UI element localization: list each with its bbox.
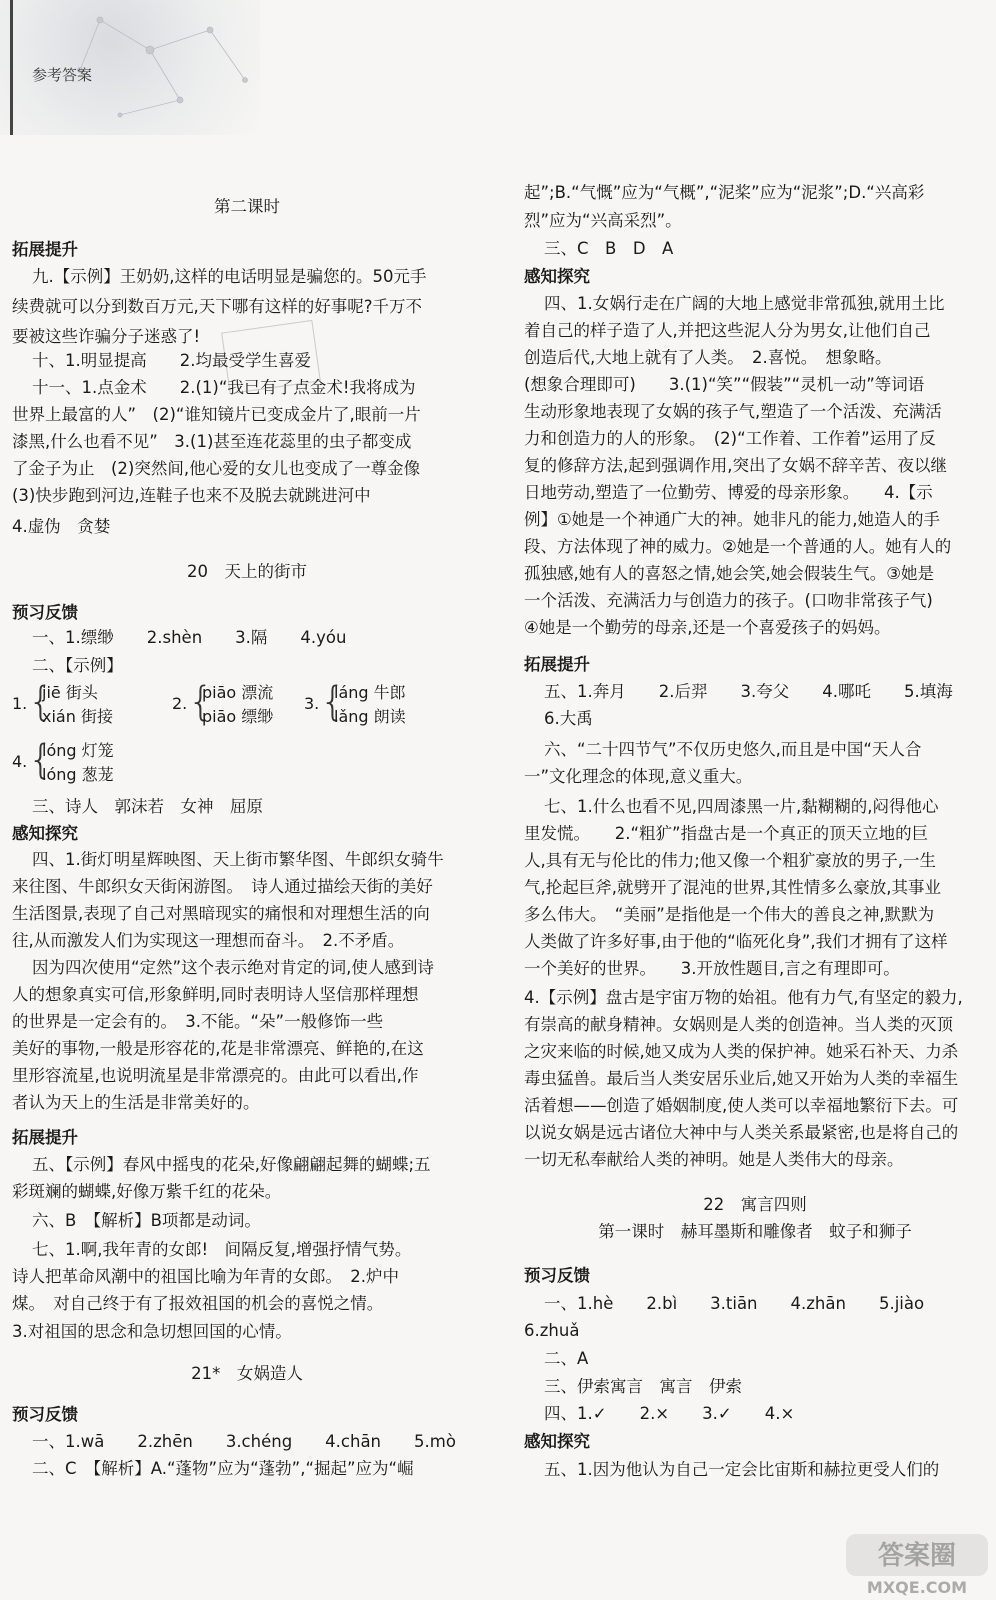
- answer-line: 一、1.hè 2.bì 3.tiān 4.zhān 5.jiào: [544, 1294, 925, 1313]
- answer-line: 往,从而激发人们为实现这一理想而奋斗。 2.不矛盾。: [12, 931, 405, 950]
- answer-line: (3)快步跑到河边,连鞋子也来不及脱去就跳进河中: [12, 486, 371, 505]
- answer-line: 段、方法体现了神的威力。②她是一个普通的人。她有人的: [524, 537, 952, 556]
- answer-line: 多么伟大。 “美丽”是指他是一个伟大的善良之神,默默为: [524, 905, 935, 924]
- answer-line: 4.虚伪 贪婪: [12, 517, 111, 536]
- answer-line: 创造后代,大地上就有了人类。 2.喜悦。 想象略。: [524, 348, 892, 367]
- answer-line: 生活图景,表现了自己对黑暗现实的痛恨和对理想生活的向: [12, 904, 430, 923]
- answer-line: 一、1.缥缈 2.shèn 3.隔 4.yóu: [32, 628, 347, 647]
- answer-line: 五、【示例】春风中摇曳的花朵,好像翩翩起舞的蝴蝶;五: [32, 1155, 431, 1174]
- answer-line: 之灾来临的时候,她又成为人类的保护神。她采石补天、力杀: [524, 1042, 959, 1061]
- answer-line: 人,具有无与伦比的伟力;他又像一个粗犷豪放的男子,一生: [524, 851, 937, 870]
- answer-line: (想象合理即可) 3.(1)“笑”“假装”“灵机一动”等词语: [524, 375, 925, 394]
- answer-line: 六、“二十四节气”不仅历史悠久,而且是中国“天人合: [544, 740, 922, 759]
- answer-line: 十一、1.点金术 2.(1)“我已有了点金术!我将成为: [32, 378, 416, 397]
- answer-line: 十、1.明显提高 2.均最受学生喜爱: [32, 351, 311, 370]
- section-heading: 拓展提升: [524, 655, 590, 674]
- site-logo: [842, 1530, 992, 1598]
- answer-line: 日地劳动,塑造了一位勤劳、博爱的母亲形象。 4.【示: [524, 483, 933, 502]
- answer-line: 四、1.街灯明星辉映图、天上街市繁华图、牛郎织女骑牛: [32, 850, 444, 869]
- answer-line: 烈”应为“兴高采烈”。: [524, 211, 682, 230]
- answer-line: 复的修辞方法,起到强调作用,突出了女娲不辞辛苦、夜以继: [524, 456, 947, 475]
- answer-line: ④她是一个勤劳的母亲,还是一个喜爱孩子的妈妈。: [524, 618, 891, 637]
- pinyin-group-2: 2. { piāo 漂流 piāo 缥缈: [172, 679, 274, 726]
- answer-line: 孤独感,她有人的喜怒之情,她会笑,她会假装生气。③她是: [524, 564, 935, 583]
- chapter-title: 22 寓言四则: [703, 1195, 807, 1214]
- lesson-heading: 第二课时: [214, 197, 280, 216]
- answer-line: 6.大禹: [544, 709, 593, 728]
- answer-line: 一切无私奉献给人类的神明。她是人类伟大的母亲。: [524, 1150, 904, 1169]
- section-heading: 预习反馈: [12, 1405, 78, 1424]
- answer-line: 九.【示例】王奶奶,这样的电话明显是骗您的。50元手: [32, 267, 427, 286]
- answer-line: 力和创造力的人的形象。 (2)“工作着、工作着”运用了反: [524, 429, 936, 448]
- section-heading: 感知探究: [524, 267, 590, 286]
- answer-line: 七、1.啊,我年青的女郎! 间隔反复,增强抒情气势。: [32, 1240, 412, 1259]
- answer-line: 例】①她是一个神通广大的神。她非凡的能力,她造人的手: [524, 510, 941, 529]
- answer-line: 起”;B.“气慨”应为“气概”,“泥桨”应为“泥浆”;D.“兴高彩: [524, 183, 925, 202]
- answer-line: 二、C 【解析】A.“蓬物”应为“蓬勃”,“掘起”应为“崛: [32, 1459, 414, 1478]
- answer-line: 因为四次使用“定然”这个表示绝对肯定的词,使人感到诗: [32, 958, 434, 977]
- answer-line: 3.对祖国的思念和急切想回国的心情。: [12, 1322, 292, 1341]
- answer-line: 着自己的样子造了人,并把这些泥人分为男女,让他们自己: [524, 321, 931, 340]
- answer-line: 以说女娲是远古诸位大神中与人类关系最紧密,也是将自己的: [524, 1123, 959, 1142]
- header-label: 参考答案: [32, 66, 93, 84]
- lesson-subtitle: 第一课时 赫耳墨斯和雕像者 蚊子和狮子: [598, 1222, 912, 1241]
- answer-line: 五、1.因为他认为自己一定会比宙斯和赫拉更受人们的: [544, 1460, 940, 1479]
- section-heading: 拓展提升: [12, 1128, 78, 1147]
- answer-line: 五、1.奔月 2.后羿 3.夸父 4.哪吒 5.填海: [544, 682, 953, 701]
- answer-line: 活着想——创造了婚姻制度,使人类可以幸福地繁衍下去。可: [524, 1096, 959, 1115]
- section-heading: 预习反馈: [524, 1266, 590, 1285]
- answer-line: 的世界是一定会有的。 3.不能。“朵”一般修饰一些: [12, 1012, 384, 1031]
- answer-line: 六、B 【解析】B项都是动词。: [32, 1211, 261, 1230]
- answer-line: 人类做了许多好事,由于他的“临死化身”,我们才拥有了这样: [524, 932, 948, 951]
- answer-line: 一个美好的世界。 3.开放性题目,言之有理即可。: [524, 959, 900, 978]
- section-heading: 预习反馈: [12, 603, 78, 622]
- answer-line: 七、1.什么也看不见,四周漆黑一片,黏糊糊的,闷得他心: [544, 797, 939, 816]
- svg-text:MXQE.COM: MXQE.COM: [866, 1578, 968, 1597]
- answer-line: 一个活泼、充满活力与创造力的孩子。(口吻非常孩子气): [524, 591, 933, 610]
- answer-line: 三、伊索寓言 寓言 伊索: [544, 1377, 742, 1396]
- answer-line: 世界上最富的人” (2)“谁知镜片已变成金片了,眼前一片: [12, 405, 421, 424]
- faint-stamp-mark: [221, 320, 321, 394]
- section-heading: 感知探究: [524, 1432, 590, 1451]
- answer-line: 4.【示例】盘古是宇宙万物的始祖。他有力气,有坚定的毅力,: [524, 988, 963, 1007]
- answer-line: 二、A: [544, 1349, 589, 1368]
- section-heading: 拓展提升: [12, 240, 78, 259]
- answer-line: 一”文化理念的体现,意义重大。: [524, 767, 753, 786]
- answer-line: 人的想象真实可信,形象鲜明,同时表明诗人坚信那样理想: [12, 985, 419, 1004]
- answer-line: 里发慌。 2.“粗犷”指盘古是一个真正的顶天立地的巨: [524, 824, 929, 843]
- answer-line: 三、C B D A: [544, 239, 674, 258]
- chapter-title: 20 天上的街市: [187, 562, 307, 581]
- answer-line: 续费就可以分到数百万元,天下哪有这样的好事呢?千万不: [12, 297, 423, 316]
- answer-line: 彩斑斓的蝴蝶,好像万紫千红的花朵。: [12, 1182, 282, 1201]
- answer-line: 诗人把革命风潮中的祖国比喻为年青的女郎。 2.炉中: [12, 1267, 399, 1286]
- answer-line: 美好的事物,一般是形容花的,花是非常漂亮、鲜艳的,在这: [12, 1039, 424, 1058]
- answer-line: 来往图、牛郎织女天街闲游图。 诗人通过描绘天街的美好: [12, 877, 433, 896]
- answer-line: 里形容流星,也说明流星是非常漂亮的。由此可以看出,作: [12, 1066, 419, 1085]
- answer-line: 漆黑,什么也看不见” 3.(1)甚至连花蕊里的虫子都变成: [12, 432, 412, 451]
- answer-line: 一、1.wā 2.zhēn 3.chéng 4.chān 5.mò: [32, 1432, 456, 1451]
- pinyin-group-1: 1. { jiē 街头 xián 街接: [12, 679, 113, 726]
- pinyin-group-3: 3. { láng 牛郎 lǎng 朗读: [304, 679, 406, 726]
- answer-line: 四、1.女娲行走在广阔的大地上感觉非常孤独,就用土比: [544, 294, 945, 313]
- answer-line: 毒虫猛兽。最后当人类安居乐业后,她又开始为人类的幸福生: [524, 1069, 959, 1088]
- answer-line: 生动形象地表现了女娲的孩子气,塑造了一个活泼、充满活: [524, 402, 942, 421]
- page-header: [0, 0, 260, 135]
- pinyin-group-4: 4. { lóng 灯笼 lóng 葱茏: [12, 737, 114, 784]
- answer-line: 了金子为止 (2)突然间,他心爱的女儿也变成了一尊金像: [12, 459, 421, 478]
- answer-line: 者认为天上的生活是非常美好的。: [12, 1093, 260, 1112]
- answer-line: 有崇高的献身精神。女娲则是人类的创造神。当人类的灭顶: [524, 1015, 953, 1034]
- answer-line: 气,抡起巨斧,就劈开了混沌的世界,其性情多么豪放,其事业: [524, 878, 941, 897]
- section-heading: 感知探究: [12, 824, 78, 843]
- answer-line: 三、诗人 郭沫若 女神 屈原: [32, 797, 263, 816]
- header-bar: [10, 0, 13, 135]
- answer-line: 要被这些诈骗分子迷惑了!: [12, 327, 201, 346]
- answer-line: 二、【示例】: [32, 656, 123, 675]
- answer-line: 四、1.✓ 2.× 3.✓ 4.×: [544, 1404, 795, 1423]
- chapter-title: 21* 女娲造人: [191, 1364, 303, 1383]
- svg-text:答案圈: 答案圈: [877, 1541, 957, 1571]
- answer-line: 煤。 对自己终于有了报效祖国的机会的喜悦之情。: [12, 1294, 384, 1313]
- answer-line: 6.zhuǎ: [524, 1321, 580, 1340]
